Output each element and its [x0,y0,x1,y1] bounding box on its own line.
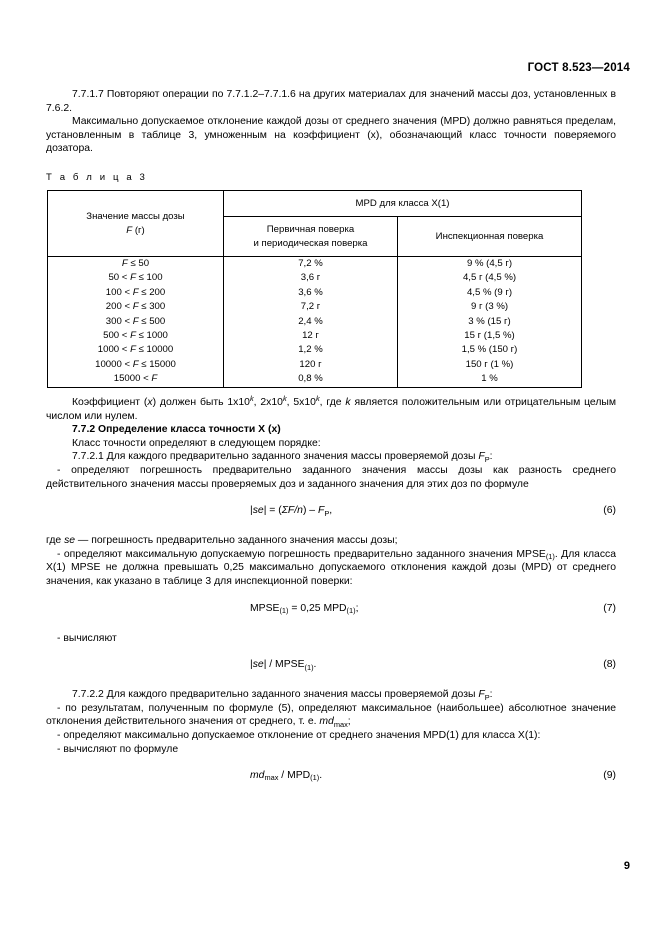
table-cell-inspection-value: 4,5 % (9 г) [466,286,513,298]
table-cell-dose-range: 1000 < F ≤ 10000 [97,344,174,356]
table-header-primary-verification [224,217,398,257]
formula-6-number: (6) [603,505,616,517]
table-cell-inspection-value: 9 % (4,5 г) [466,258,513,269]
table-cell-inspection-value: 9 г (3 %) [470,301,509,313]
table-cell-primary-value: 1,2 % [298,344,323,356]
table-header-primary-line1: Первичная поверка [266,224,355,236]
table-cell-primary-value: 2,4 % [298,315,323,327]
paragraph-mpd1-definition: - определяют максимально допускаемое отклонение от среднего значения MPD(1) для класса X(1): [57,729,541,741]
table-cell-inspection-value: 3 % (15 г) [468,315,511,327]
formula-8-expression: $|se| / MPSE_{(1)}$. [250,659,317,672]
heading-7-7-2: 7.7.2 Определение класса точности X (x) [72,424,281,436]
document-body-lower [46,396,616,785]
paragraph-mpd-intro: Максимально допускаемое отклонение каждой дозы от среднего значения (MPD) должно равняться пределам, установленным в таблице 3, умноженным на коэффициент (x), обозначающий класс точности поверяемого дозатора. [46,116,616,155]
table-cell-dose-range: 200 < F ≤ 300 [105,301,166,313]
paragraph-mpse-definition: - определяют максимальную допускаемую погрешность предварительно заданного значения $MPSE_{(1)}$. Для класса X(1) MPSE не должна превышать 0,25 максимально допускаемого отклонения каждой дозы (MPD) от среднего значения, как указано в таблице 3 для инспекционной поверки: [46,548,616,587]
formula-6-expression: $|se| = (\Sigma F/n) - F_P$, [250,505,333,518]
table-header-dose-mass [48,191,224,257]
table-cell-dose-range: 500 < F ≤ 1000 [103,330,168,342]
table-cell-primary-value: 3,6 % [298,286,323,298]
formula-7-number: (7) [603,602,616,614]
table-col-dose-ranges [48,257,224,388]
table-header-dose-mass-line1: Значение массы дозы [86,210,185,222]
table-header-dose-var: F [126,224,133,236]
table-cell-primary-value: 120 г [299,358,322,370]
formula-8 [46,659,616,674]
paragraph-compute-formula: - вычисляют по формуле [57,743,179,755]
table-cell-primary-value: 0,8 % [298,373,323,385]
page-number: 9 [623,860,630,872]
table-cell-primary-value: 7,2 % [298,258,323,269]
paragraph-error-definition: - определяют погрешность предварительно заданного значения массы дозы как разность среднего действительного значения массы проверяемых доз и заданного значения для этих доз по формуле [46,464,616,490]
paragraph-7-7-2-1: 7.7.2.1 Для каждого предварительно заданного значения массы проверяемой дозы $F_P$: [72,451,493,464]
table-col-inspection-values [398,257,582,388]
formula-7 [46,603,616,618]
table-header-row-1 [48,191,582,217]
table-header-mpd-class: MPD для класса X(1) [224,191,582,217]
table-header-primary-line2: и периодическая поверка [253,237,368,249]
paragraph-compute-1: - вычисляют [57,632,117,644]
table-cell-dose-range: 10000 < F ≤ 15000 [95,358,176,370]
table-cell-dose-range: 15000 < F [113,373,158,385]
formula-7-expression: $MPSE_{(1)} = 0,25$ $MPD_{(1)}$; [250,602,359,615]
document-header-standard-id: ГОСТ 8.523—2014 [527,62,630,74]
formula-9-expression: $md_{max} / MPD_{(1)}$. [250,770,323,783]
table-cell-inspection-value: 4,5 г (4,5 %) [462,272,517,284]
document-body [46,88,616,156]
paragraph-coefficient: Коэффициент (x) должен быть 1x10$^k$, 2x10$^k$, 5x10$^k$, где k является положительным или отрицательным целым числом или нулем. [46,394,617,422]
table-header-dose-mass-line2 [48,224,223,238]
table-caption: Т а б л и ц а 3 [46,172,148,183]
paragraph-7-7-1-7: 7.7.1.7 Повторяют операции по 7.7.1.2–7.7.1.6 на других материалах для значений массы доз, установленных в 7.6.2. [46,89,616,114]
paragraph-7-7-2-2: 7.7.2.2 Для каждого предварительно заданного значения массы проверяемой дозы $F_P$: [72,689,493,702]
table-header-inspection-verification: Инспекционная поверка [398,217,582,257]
table-cell-inspection-value: 1,5 % (150 г) [461,344,518,356]
paragraph-se-definition: где se — погрешность предварительно заданного значения массы дозы; [46,535,398,547]
formula-9-number: (9) [603,770,616,782]
table-3 [47,190,582,388]
formula-8-number: (8) [603,659,616,671]
table-cell-dose-range: 300 < F ≤ 500 [105,315,166,327]
table-cell-inspection-value: 15 г (1,5 %) [464,330,515,342]
paragraph-md-max: - по результатам, полученным по формуле (5), определяют максимальное (наибольшее) абсолютное значение отклонения действительного значения от среднего, т. е. $md_{max}$; [46,702,616,729]
table-body-row [48,257,582,388]
table-cell-dose-range: F ≤ 50 [121,258,150,269]
table-cell-dose-range: 100 < F ≤ 200 [105,286,166,298]
table-header-dose-unit: (г) [132,224,145,236]
formula-9 [46,770,616,785]
formula-6 [46,505,616,520]
table-col-primary-values [224,257,398,388]
paragraph-accuracy-order: Класс точности определяют в следующем порядке: [72,437,321,449]
table-cell-inspection-value: 150 г (1 %) [465,358,514,370]
table-cell-inspection-value: 1 % [481,373,498,385]
table-cell-primary-value: 7,2 г [300,301,321,313]
table-cell-primary-value: 12 г [302,330,319,342]
table-cell-dose-range: 50 < F ≤ 100 [108,272,163,284]
table-cell-primary-value: 3,6 г [300,272,321,284]
